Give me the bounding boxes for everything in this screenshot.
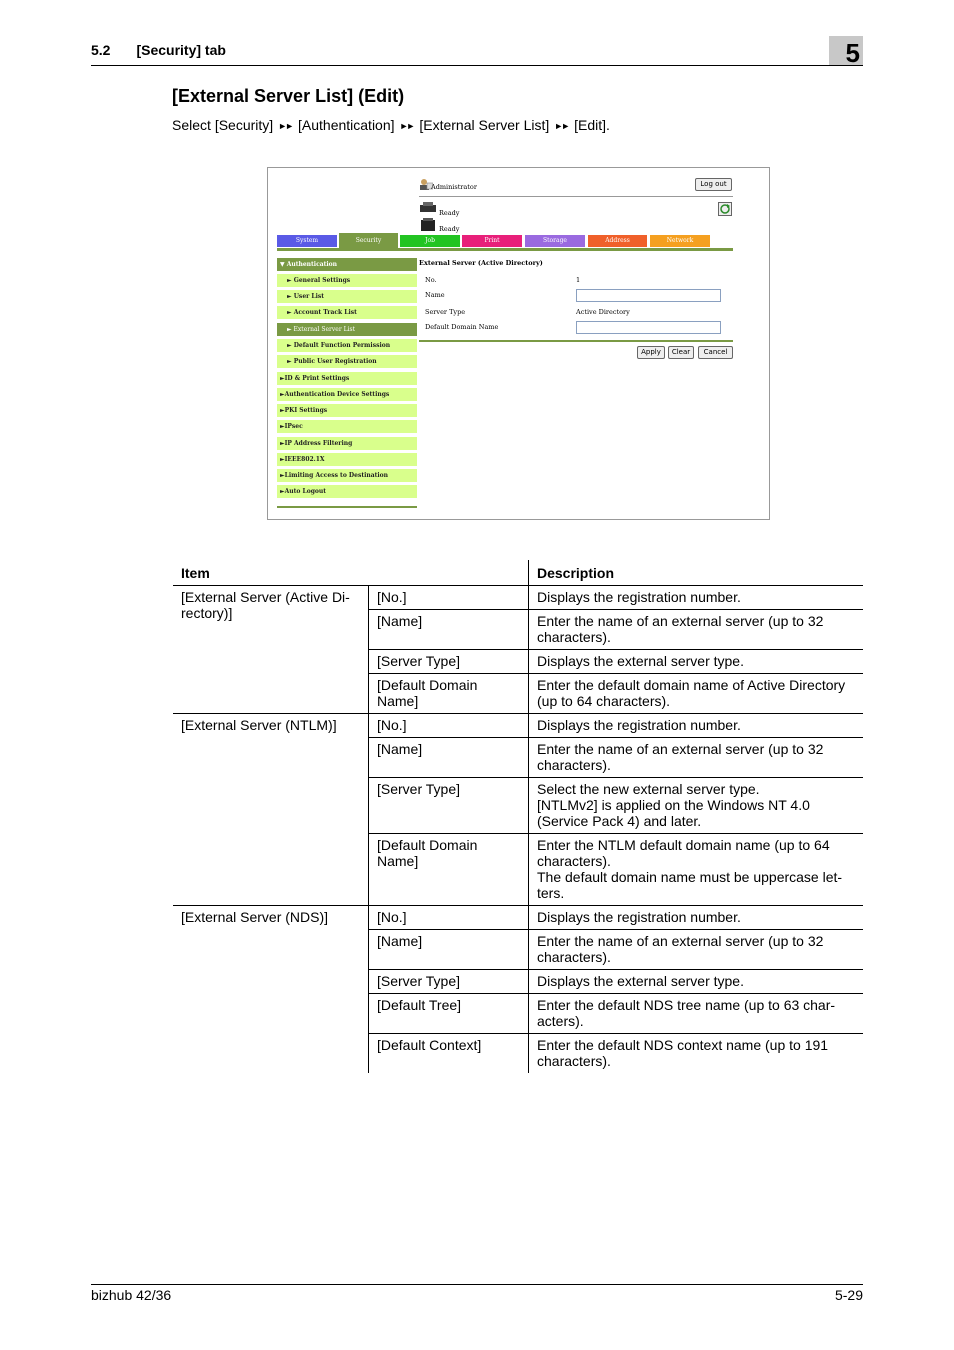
field-no-value: 1 [576, 276, 581, 284]
description-cell: Enter the name of an external server (up to 32 characters). [529, 738, 864, 778]
menu-general-settings[interactable]: ► General Settings [277, 274, 417, 287]
section-header [91, 42, 252, 58]
sub-item-cell: [Name] [369, 738, 529, 778]
sub-item-cell: [Server Type] [369, 778, 529, 834]
tab-underline [277, 248, 733, 251]
field-type-value: Active Directory [576, 308, 630, 316]
table-body [173, 586, 863, 1074]
menu-bottom-rule [277, 506, 417, 508]
item-cell: [External Server (NTLM)] [173, 714, 369, 906]
table-row [173, 906, 863, 930]
description-cell: Displays the external server type. [529, 650, 864, 674]
admin-label: Administrator [431, 183, 477, 191]
item-cell: [External Server (NDS)] [173, 906, 369, 1074]
sub-item-cell: [Server Type] [369, 970, 529, 994]
description-cell: Enter the name of an external server (up to 32 characters). [529, 610, 864, 650]
sub-item-cell: [Default Domain Name] [369, 674, 529, 714]
form-rule [419, 340, 733, 342]
menu-ieee8021x[interactable]: ►IEEE802.1X [277, 453, 417, 466]
description-cell: Enter the name of an external server (up to 32 characters). [529, 930, 864, 970]
name-input[interactable] [576, 289, 721, 302]
top-divider [419, 196, 733, 197]
cancel-button[interactable]: Cancel [698, 346, 733, 359]
description-cell: Enter the NTLM default domain name (up to 64 characters). The default domain name must be uppercase let-ters. [529, 834, 864, 906]
scanner-icon [419, 218, 437, 232]
header-rule [91, 65, 863, 66]
menu-ip-address-filtering[interactable]: ►IP Address Filtering [277, 437, 417, 450]
domain-input[interactable] [576, 321, 721, 334]
menu-ipsec[interactable]: ►IPsec [277, 420, 417, 433]
description-cell: Displays the external server type. [529, 970, 864, 994]
section-title: [Security] tab [136, 42, 226, 58]
section-number: 5.2 [91, 42, 111, 58]
chapter-badge: 5 [829, 36, 863, 65]
tab-security[interactable]: Security [339, 233, 398, 248]
menu-account-track-list[interactable]: ► Account Track List [277, 306, 417, 319]
description-cell: Enter the default NDS context name (up to 191 characters). [537, 1037, 829, 1069]
apply-button[interactable]: Apply [637, 346, 665, 359]
tab-storage[interactable]: Storage [525, 235, 585, 247]
footer-rule [91, 1284, 863, 1285]
menu-user-list[interactable]: ► User List [277, 290, 417, 303]
field-type-label: Server Type [425, 308, 466, 316]
table-row [173, 586, 863, 610]
sub-item-cell: [Default Domain Name] [369, 834, 529, 906]
clear-button[interactable]: Clear [668, 346, 694, 359]
menu-id-print-settings[interactable]: ►ID & Print Settings [277, 372, 417, 385]
double-arrow-icon: ►► [554, 121, 569, 131]
page-title: [External Server List] (Edit) [172, 86, 405, 106]
menu-auto-logout[interactable]: ►Auto Logout [277, 485, 417, 498]
description-cell: Displays the registration number. [529, 714, 864, 738]
printer-icon [419, 202, 437, 214]
status-ready-2: Ready [439, 225, 460, 233]
settings-table [173, 560, 863, 1073]
footer-page-number: 5-29 [834, 1287, 863, 1303]
menu-authentication[interactable]: ▼ Authentication [277, 258, 417, 271]
menu-external-server-list[interactable]: ► External Server List [277, 323, 417, 336]
footer-model: bizhub 42/36 [91, 1287, 172, 1303]
menu-public-user-registration[interactable]: ► Public User Registration [277, 355, 417, 368]
tab-address[interactable]: Address [588, 235, 647, 247]
field-name-label: Name [425, 291, 445, 299]
field-domain-label: Default Domain Name [425, 323, 499, 331]
sub-item-cell: [No.] [369, 714, 529, 738]
refresh-icon[interactable] [718, 202, 732, 216]
field-no-label: No. [425, 276, 437, 284]
description-cell: Select the new external server type. [NTLMv2] is applied on the Windows NT 4.0 (Service Pack 4) and later. [529, 778, 864, 834]
table-row [173, 714, 863, 738]
double-arrow-icon: ►► [278, 121, 292, 131]
sub-item-cell: [Name] [369, 930, 529, 970]
sub-item-cell: [Default Context] [369, 1034, 529, 1074]
description-cell: Displays the registration number. [529, 586, 864, 610]
sub-item-cell: [Server Type] [369, 650, 529, 674]
item-cell: [External Server (Active Di-rectory)] [173, 586, 369, 714]
status-ready-1: Ready [439, 209, 460, 217]
double-arrow-icon: ►► [399, 121, 414, 131]
description-cell: Enter the default NDS tree name (up to 63 char-acters). [529, 994, 864, 1034]
sub-item-cell: [No.] [369, 906, 529, 930]
tab-network[interactable]: Network [650, 235, 710, 247]
sub-item-cell: [Name] [369, 610, 529, 650]
description-cell: Enter the default domain name of Active Directory (up to 64 characters). [529, 674, 864, 714]
tab-print[interactable]: Print [462, 235, 522, 247]
tab-job[interactable]: Job [400, 235, 460, 247]
menu-authentication-device-settings[interactable]: ►Authentication Device Settings [277, 388, 417, 401]
navigation-path: Select [Security] ►► [Authentication] ►► [External Server List] ►► [Edit]. [172, 117, 610, 133]
menu-limiting-access[interactable]: ►Limiting Access to Destination [277, 469, 417, 482]
menu-default-function-permission[interactable]: ► Default Function Permission [277, 339, 417, 352]
web-ui-screenshot [267, 167, 770, 520]
sub-item-cell: [No.] [369, 586, 529, 610]
description-cell: Displays the registration number. [529, 906, 864, 930]
tab-system[interactable]: System [277, 235, 337, 247]
header-description: Description [529, 560, 864, 586]
form-title: External Server (Active Directory) [419, 259, 543, 267]
logout-button[interactable]: Log out [695, 178, 732, 191]
header-item: Item [173, 560, 529, 586]
sub-item-cell: [Default Tree] [369, 994, 529, 1034]
table-header-row [173, 560, 863, 586]
menu-pki-settings[interactable]: ►PKI Settings [277, 404, 417, 417]
